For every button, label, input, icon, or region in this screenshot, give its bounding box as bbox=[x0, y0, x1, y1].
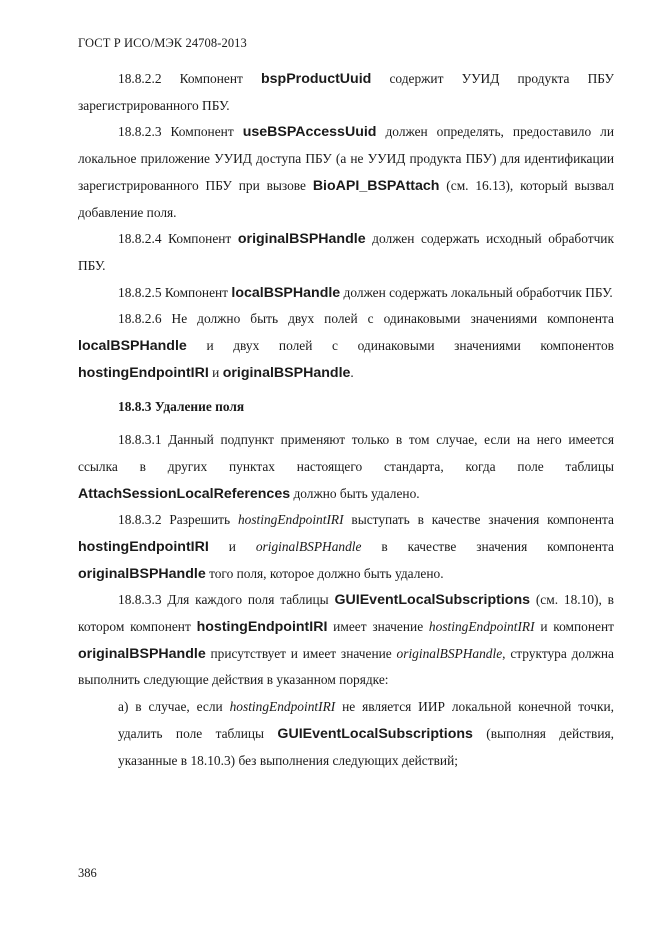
text: 18.8.2.2 Компонент bbox=[118, 71, 261, 86]
paragraph-18-8-2-5 bbox=[78, 280, 614, 307]
paragraph-18-8-2-3 bbox=[78, 119, 614, 226]
text: выступать в качестве значения компонента bbox=[343, 512, 614, 528]
text: должен содержать исходный обработчик ПБУ. bbox=[78, 231, 614, 273]
keyword: originalBSPHandle bbox=[222, 364, 351, 381]
text: 18.8.2.5 Компонент bbox=[118, 284, 232, 300]
text: и bbox=[208, 364, 223, 380]
keyword: hostingEndpointIRI bbox=[78, 364, 209, 381]
text: присутствует и имеет значение bbox=[205, 645, 397, 661]
page-body bbox=[78, 66, 614, 774]
italic-term: originalBSPHandle bbox=[255, 538, 362, 554]
list-item-a bbox=[78, 694, 614, 774]
text: 18.8.2.6 Не должно быть двух полей с одинаковыми значениями компонента bbox=[118, 311, 614, 327]
text: 18.8.3.3 Для каждого поля таблицы bbox=[118, 592, 335, 608]
text: . bbox=[350, 364, 354, 380]
italic-term: originalBSPHandle bbox=[396, 645, 503, 661]
text: (выполняя действия, указанные в 18.10.3) без выполнения следующих действий; bbox=[118, 725, 614, 768]
keyword: hostingEndpointIRI bbox=[196, 619, 328, 636]
text: а) в случае, если bbox=[118, 699, 230, 715]
text: , структура должна выполнить следующие действия в указанном порядке: bbox=[78, 645, 614, 688]
keyword: originalBSPHandle bbox=[78, 645, 206, 662]
text: 18.8.2.4 Компонент bbox=[118, 231, 238, 247]
keyword: localBSPHandle bbox=[231, 284, 341, 301]
italic-term: hostingEndpointIRI bbox=[237, 512, 344, 528]
paragraph-18-8-2-6 bbox=[78, 306, 614, 386]
paragraph-18-8-3-3 bbox=[78, 587, 614, 694]
keyword: BioAPI_BSPAttach bbox=[312, 177, 440, 194]
text: должен содержать локальный обработчик ПБУ. bbox=[340, 284, 613, 300]
text: 18.8.3.2 Разрешить bbox=[118, 512, 238, 528]
paragraph-18-8-2-4 bbox=[78, 226, 614, 279]
keyword: originalBSPHandle bbox=[237, 231, 366, 248]
text: 18.8.2.3 Компонент bbox=[118, 124, 243, 140]
paragraph-18-8-3-2 bbox=[78, 507, 614, 587]
text: и компонент bbox=[534, 619, 614, 635]
text: содержит УУИД продукта ПБУ зарегистрированного ПБУ. bbox=[78, 71, 614, 113]
text: должен определять, предоставило ли локальное приложение УУИД доступа ПБУ (а не УУИД продукта ПБУ) для идентификации зарегистрированного ПБУ при вызове bbox=[78, 124, 614, 193]
section-heading: 18.8.3 Удаление поля bbox=[118, 399, 245, 415]
text: должно быть удалено. bbox=[290, 485, 420, 501]
keyword: bspProductUuid bbox=[260, 71, 372, 87]
keyword: AttachSessionLocalReferences bbox=[78, 485, 291, 502]
document-header: ГОСТ Р ИСО/МЭК 24708-2013 bbox=[78, 36, 247, 50]
page-number: 386 bbox=[78, 866, 97, 880]
paragraph-18-8-2-2 bbox=[78, 66, 614, 119]
paragraph-18-8-3-1 bbox=[78, 427, 614, 507]
keyword: GUIEventLocalSubscriptions bbox=[277, 725, 473, 742]
text: не является ИИР локальной конечной точки, удалить поле таблицы bbox=[118, 699, 614, 741]
text: и двух полей с одинаковыми значениями компонентов bbox=[186, 338, 614, 354]
keyword: localBSPHandle bbox=[78, 338, 187, 355]
text: имеет значение bbox=[327, 619, 429, 635]
keyword: originalBSPHandle bbox=[78, 565, 206, 582]
text: того поля, которое должно быть удалено. bbox=[205, 565, 444, 581]
text: и bbox=[208, 538, 256, 554]
text: (см. 18.10), в котором компонент bbox=[78, 592, 614, 635]
italic-term: hostingEndpointIRI bbox=[428, 619, 535, 635]
keyword: GUIEventLocalSubscriptions bbox=[334, 592, 531, 609]
text: 18.8.3.1 Данный подпункт применяют только в том случае, если на него имеется ссылка в других пунктах настоящего стандарта, когда поле таблицы bbox=[78, 432, 614, 474]
text: в качестве значения компонента bbox=[361, 538, 614, 554]
keyword: useBSPAccessUuid bbox=[242, 124, 377, 141]
text: (см. 16.13), который вызвал добавление поля. bbox=[78, 177, 614, 220]
italic-term: hostingEndpointIRI bbox=[229, 699, 336, 715]
keyword: hostingEndpointIRI bbox=[78, 538, 209, 555]
